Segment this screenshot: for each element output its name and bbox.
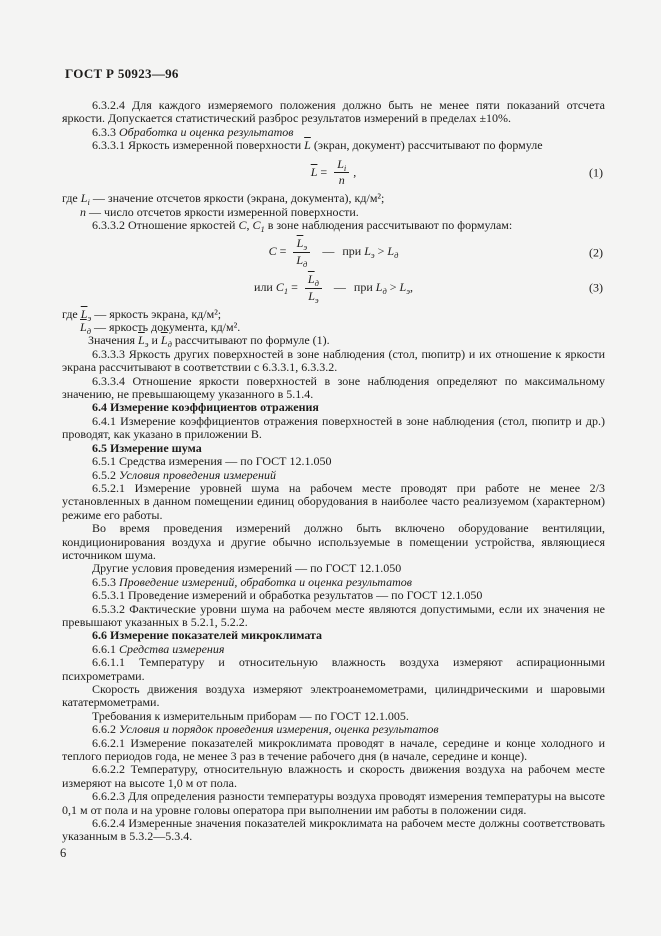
heading-6.6: 6.6 Измерение показателей микроклимата	[92, 628, 323, 643]
text-run: ,	[409, 280, 413, 295]
fraction-denominator	[293, 252, 310, 268]
math-sub: э	[303, 242, 308, 253]
formula-number: (3)	[589, 280, 603, 295]
equals-sign: =	[276, 244, 290, 259]
math-C1: C	[275, 280, 284, 295]
text-run: 6.3.3.1 Яркость измеренной поверхности	[92, 138, 305, 153]
greater-than-sign: >	[386, 280, 400, 295]
text-run: где	[62, 191, 81, 206]
formula-1	[62, 158, 605, 189]
equals-sign: =	[317, 164, 331, 179]
text-run: — яркость экрана, кд/м²;	[91, 306, 222, 321]
para-6.5.3.1: 6.5.3.1 Проведение измерений и обработка результатов — по ГОСТ 12.1.050	[92, 588, 483, 603]
section-number: 6.5.3	[92, 574, 119, 589]
text-run: при	[353, 280, 376, 295]
fraction	[334, 158, 349, 189]
math-sub: д	[303, 259, 308, 270]
section-number: 6.5.2	[92, 467, 119, 482]
equals-sign: =	[288, 280, 301, 295]
dash: —	[333, 280, 346, 295]
math-sub: д	[314, 278, 319, 289]
where-line-Li	[62, 191, 605, 208]
math-L-bar: $\overline{L}$	[307, 272, 315, 287]
formula-number: (1)	[589, 165, 603, 180]
fraction-numerator	[293, 237, 310, 252]
math-L-bar: $\overline{L}$	[296, 253, 304, 268]
text-run: в зоне наблюдения рассчитывают по формулам:	[264, 218, 513, 233]
math-sub: э	[370, 250, 375, 261]
para-ventilation: Во время проведения измерений должно быть включено оборудование вентиляции, кондиционирования воздуха и другие обычно используемые в помещении устройства, являющиеся источником шума.	[62, 521, 605, 562]
text-run: Значения	[88, 333, 139, 348]
fraction-numerator	[334, 158, 349, 173]
para-6.3.2.4: 6.3.2.4 Для каждого измеряемого положения должно быть не менее пяти показаний отсчета яркости. Допускается статистический разброс результатов измерений в пределах ±10%.	[62, 98, 605, 126]
heading-6.4: 6.4 Измерение коэффициентов отражения	[92, 400, 319, 415]
fraction	[305, 273, 322, 304]
text-run: — яркость документа, кд/м².	[91, 320, 241, 335]
math-sub: э	[406, 286, 410, 297]
math-sub: э	[314, 294, 319, 305]
fraction-numerator	[305, 273, 322, 288]
math-L: L	[364, 244, 371, 259]
section-title: Обработка и оценка результатов	[119, 124, 294, 139]
math-C: C	[238, 218, 247, 233]
heading-6.5.2	[62, 469, 605, 482]
fraction-denominator: n	[334, 172, 349, 188]
fraction-denominator	[305, 288, 322, 304]
para-6.6.2.1: 6.6.2.1 Измерение показателей микроклимата проводят в начале, середине и конце холодного и теплого периодов года, не менее 3 раз в течение рабочего дня (в начале, середине и конце).	[62, 735, 605, 764]
greater-than-sign: >	[374, 244, 388, 259]
math-L: L	[399, 280, 407, 295]
math-sub: д	[394, 250, 399, 261]
math-L: L	[80, 191, 88, 206]
math-L-bar: $\overline{L}$	[160, 333, 168, 348]
text-run: рассчитывают по формуле (1).	[171, 333, 330, 348]
formula-1-body	[311, 158, 357, 189]
page-title: ГОСТ Р 50923—96	[65, 66, 179, 81]
para-6.5.2.1: 6.5.2.1 Измерение уровней шума на рабочем месте проводят при работе не менее 2/3 установленных в данном помещении единиц оборудования в наиболее часто реализуемом (характерном) режиме его работы.	[62, 480, 605, 522]
math-C: C	[268, 244, 277, 259]
heading-6.5: 6.5 Измерение шума	[92, 440, 202, 455]
heading-6.6.1	[62, 643, 605, 656]
formula-2	[62, 237, 605, 268]
math-L-bar: $\overline{L}$	[80, 320, 87, 335]
para-6.6.2.4: 6.6.2.4 Измеренные значения показателей микроклимата на рабочем месте должны соответствовать указанным в 5.3.2—5.3.4.	[62, 816, 605, 844]
text-run: (экран, документ) рассчитывают по формуле	[310, 138, 543, 153]
math-sub: i	[343, 162, 347, 173]
formula-3-body	[254, 273, 413, 304]
where-line-n	[62, 206, 605, 219]
math-sub: 1	[260, 224, 265, 235]
document-body	[62, 99, 605, 844]
para-6.3.3.4: 6.3.3.4 Отношение яркости поверхностей в зоне наблюдения определяют по максимальному значению, не превышающему указанного в 5.1.4.	[62, 373, 605, 402]
text-run: или	[254, 280, 276, 295]
section-title: Условия проведения измерений	[119, 467, 276, 482]
text-run: — число отсчетов яркости измеренной поверхности.	[86, 204, 359, 219]
text-run: и	[148, 333, 161, 348]
math-sub: э	[144, 339, 149, 350]
math-sub: э	[87, 312, 92, 323]
page-number: 6	[60, 846, 67, 860]
condition	[353, 280, 413, 297]
math-L: L	[387, 244, 395, 259]
section-number: 6.3.3	[92, 124, 119, 139]
para-6.6.2.3: 6.6.2.3 Для определения разности температуры воздуха проводят измерения температуры на высоте 0,1 м от пола и на уровне головы оператора при выполнении им работы в положении сидя.	[62, 789, 605, 817]
math-L-bar: $\overline{L}$	[308, 288, 315, 303]
heading-6.5.3	[62, 576, 605, 589]
math-L-bar: $\overline{L}$	[80, 306, 88, 321]
text-run: — значение отсчетов яркости (экрана, документа), кд/м²;	[89, 191, 385, 206]
math-L-bar: $\overline{L}$	[296, 236, 304, 251]
para-6.4.1: 6.4.1 Измерение коэффициентов отражения поверхностей в зоне наблюдения (стол, пюпитр и др.) проводят, как указано в приложении В.	[62, 413, 605, 442]
values-note-line	[62, 333, 605, 350]
math-sub: 1	[283, 286, 289, 297]
text-run: где	[62, 306, 81, 321]
math-sub: д	[382, 286, 387, 297]
math-sub: i	[87, 197, 90, 208]
para-6.6.2.2: 6.6.2.2 Температуру, относительную влажность и скорость движения воздуха на рабочем месте измеряют на высоте 1,0 м от пола.	[62, 762, 605, 790]
formula-3	[62, 273, 605, 304]
para-6.6.1.1: 6.6.1.1 Температуру и относительную влажность воздуха измеряют аспирационными психрометрами.	[62, 655, 605, 683]
para-air-speed: Скорость движения воздуха измеряют электроанемометрами, цилиндрическими и шаровыми кататермометрами.	[62, 682, 605, 710]
para-6.5.1: 6.5.1 Средства измерения — по ГОСТ 12.1.050	[92, 454, 332, 469]
para-requirements: Требования к измерительным приборам — по ГОСТ 12.1.005.	[92, 708, 409, 723]
math-sub: д	[167, 339, 172, 350]
text-run: при	[342, 244, 365, 259]
math-L: L	[375, 280, 383, 295]
text-run: ,	[353, 164, 357, 179]
condition	[342, 244, 399, 261]
fraction	[293, 237, 310, 268]
para-6.3.3.3: 6.3.3.3 Яркость других поверхностей в зоне наблюдения (стол, пюпитр) и их отношение к яркости экрана рассчитывают в соответствии с 6.3.3.1, 6.3.3.2.	[62, 346, 605, 375]
section-title: Условия и порядок проведения измерения, оценка результатов	[119, 722, 439, 737]
heading-6.6.2	[62, 723, 605, 736]
para-other-conditions: Другие условия проведения измерений — по ГОСТ 12.1.050	[92, 561, 402, 576]
section-number: 6.6.1	[92, 641, 119, 656]
text-run: 6.3.3.2 Отношение яркостей	[92, 218, 239, 233]
para-6.5.3.2: 6.5.3.2 Фактические уровни шума на рабочем месте являются допустимыми, если их значения не превышают указанных в 5.2.1, 5.2.2.	[62, 601, 605, 629]
para-6.3.3.2	[62, 218, 605, 235]
section-number: 6.6.2	[92, 722, 119, 737]
math-L-bar: $\overline{L}$	[304, 138, 311, 153]
text-run: ,	[246, 218, 253, 233]
section-title: Проведение измерений, обработка и оценка результатов	[119, 574, 412, 589]
math-sub: д	[86, 326, 91, 337]
math-C1: C	[252, 218, 261, 233]
math-L: L	[337, 156, 344, 171]
formula-2-body	[269, 237, 399, 268]
math-n: n	[80, 204, 86, 219]
dash: —	[322, 244, 335, 259]
section-title: Средства измерения	[119, 641, 225, 656]
para-6.3.3.1	[62, 139, 605, 152]
math-L-bar: $\overline{L}$	[310, 164, 318, 179]
math-L-bar: $\overline{L}$	[138, 333, 145, 348]
formula-number: (2)	[589, 245, 603, 260]
